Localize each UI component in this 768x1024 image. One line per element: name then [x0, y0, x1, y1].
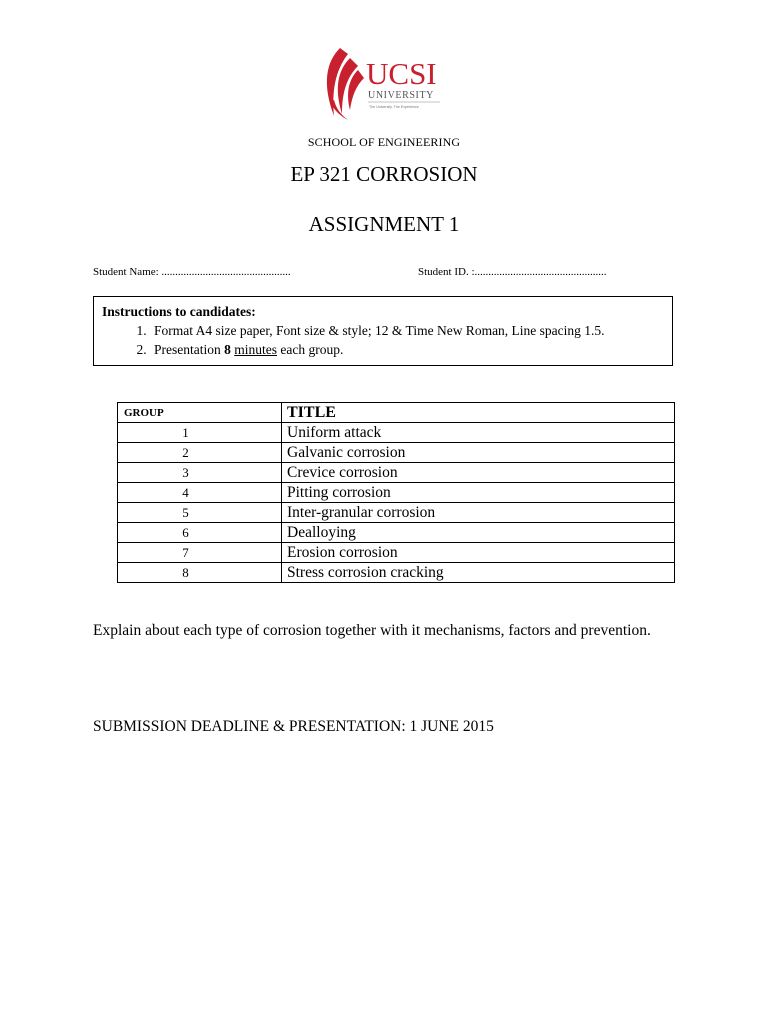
table-row [118, 443, 675, 463]
student-id-field: Student ID. :................................................ [418, 266, 607, 278]
table-row [118, 483, 675, 503]
instructions-heading: Instructions to candidates: [102, 304, 256, 319]
table-row [118, 503, 675, 523]
presentation-minutes-value: 8 [224, 342, 231, 357]
group-topic: Dealloying [282, 523, 675, 543]
column-header-group: GROUP [118, 403, 282, 423]
group-number: 6 [118, 523, 282, 543]
group-topic: Inter-granular corrosion [282, 503, 675, 523]
table-row [118, 563, 675, 583]
submission-deadline: SUBMISSION DEADLINE & PRESENTATION: 1 JUNE 2015 [93, 718, 494, 735]
group-number: 2 [118, 443, 282, 463]
instructions-list [102, 321, 664, 359]
presentation-minutes-unit: minutes [234, 342, 277, 357]
logo-tagline: The University. The Experience [369, 105, 419, 109]
ucsi-flame-icon [318, 44, 448, 124]
table-row [118, 523, 675, 543]
school-name: SCHOOL OF ENGINEERING [307, 135, 461, 149]
group-number: 7 [118, 543, 282, 563]
group-number: 1 [118, 423, 282, 443]
course-title: EP 321 CORROSION [290, 162, 478, 186]
group-topic: Crevice corrosion [282, 463, 675, 483]
group-number: 4 [118, 483, 282, 503]
instructions-box [93, 296, 673, 366]
table-row [118, 423, 675, 443]
group-number: 8 [118, 563, 282, 583]
assignment-title: ASSIGNMENT 1 [308, 212, 460, 236]
group-number: 5 [118, 503, 282, 523]
group-topic: Erosion corrosion [282, 543, 675, 563]
group-topic: Galvanic corrosion [282, 443, 675, 463]
group-number: 3 [118, 463, 282, 483]
group-title-table [117, 402, 675, 583]
group-topic: Stress corrosion cracking [282, 563, 675, 583]
instruction-item: 1. Format A4 size paper, Font size & style; 12 & Time New Roman, Line spacing 1.5. [150, 321, 664, 340]
logo-subtitle: UNIVERSITY [368, 90, 434, 101]
logo-wordmark: UCSI [366, 56, 437, 91]
student-name-field: Student Name: ............................................... [93, 266, 291, 278]
instruction-item: 2. Presentation 8 minutes each group. [150, 340, 664, 359]
ucsi-logo [318, 44, 448, 124]
column-header-title: TITLE [282, 403, 675, 423]
table-row [118, 463, 675, 483]
assignment-instruction-text: Explain about each type of corrosion together with it mechanisms, factors and prevention. [93, 622, 651, 639]
group-topic: Uniform attack [282, 423, 675, 443]
table-row [118, 543, 675, 563]
group-topic: Pitting corrosion [282, 483, 675, 503]
table-header-row [118, 403, 675, 423]
